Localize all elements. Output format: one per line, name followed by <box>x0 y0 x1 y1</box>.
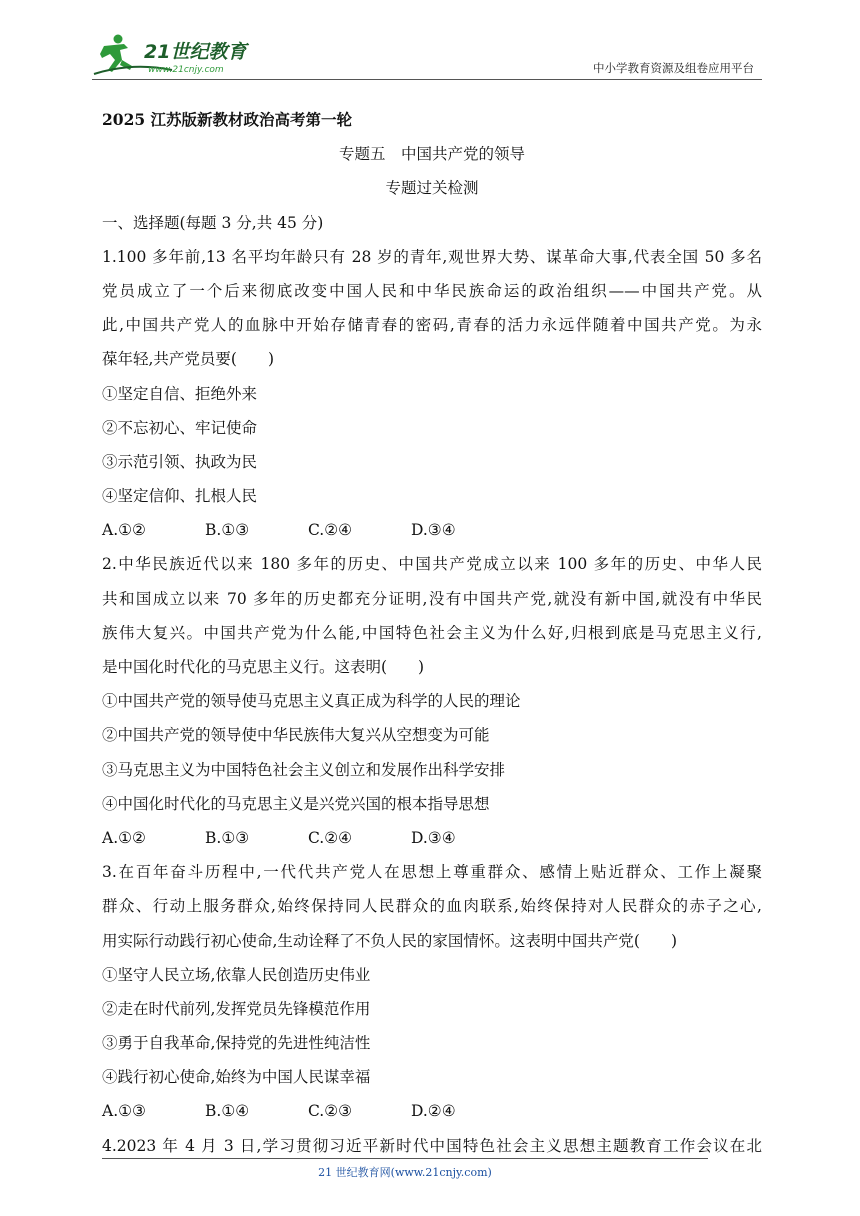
question-1 <box>102 240 762 548</box>
option-a: A.①② <box>102 828 146 847</box>
statement-item: ③马克思主义为中国特色社会主义创立和发展作出科学安排 <box>102 760 506 779</box>
section-heading: 一、选择题(每题 3 分,共 45 分) <box>102 213 324 232</box>
question-text-line: 2.中华民族近代以来 180 多年的历史、中国共产党成立以来 100 多年的历史、中华人民 <box>102 555 762 574</box>
question-text-line: 用实际行动践行初心使命,生动诠释了不负人民的家国情怀。这表明中国共产党( ) <box>102 931 678 950</box>
question-text-line: 共和国成立以来 70 多年的历史都充分证明,没有中国共产党,就没有新中国,就没有中华民 <box>102 589 762 608</box>
option-a: A.①③ <box>102 1102 146 1121</box>
option-d: D.③④ <box>411 828 456 847</box>
question-text-line: 1.100 多年前,13 名平均年龄只有 28 岁的青年,观世界大势、谋革命大事,代表全国 50 多名 <box>102 247 762 266</box>
statement-item: ④中国化时代化的马克思主义是兴党兴国的根本指导思想 <box>102 794 490 813</box>
answer-options <box>102 1094 762 1128</box>
question-2 <box>102 547 762 855</box>
question-3 <box>102 855 762 1129</box>
answer-options <box>102 513 762 547</box>
question-text-line: 党员成立了一个后来彻底改变中国人民和中华民族命运的政治组织——中国共产党。从 <box>102 281 762 300</box>
question-text-line: 是中国化时代化的马克思主义行。这表明( ) <box>102 658 425 676</box>
option-c: C.②④ <box>308 521 353 540</box>
statement-item: ②走在时代前列,发挥党员先锋模范作用 <box>102 999 371 1018</box>
doc-title: 2025 江苏版新教材政治高考第一轮 <box>102 110 353 129</box>
answer-options <box>102 821 762 855</box>
doc-subtitle2: 专题过关检测 <box>385 179 479 198</box>
statement-item: ②不忘初心、牢记使命 <box>102 418 258 437</box>
statement-item: ②中国共产党的领导使中华民族伟大复兴从空想变为可能 <box>102 726 490 745</box>
option-a: A.①② <box>102 521 146 540</box>
header-slogan: 中小学教育资源及组卷应用平台 <box>593 61 754 75</box>
page-header <box>92 30 762 80</box>
statement-item: ①中国共产党的领导使马克思主义真正成为科学的人民的理论 <box>102 692 521 711</box>
statement-item: ③勇于自我革命,保持党的先进性纯洁性 <box>102 1034 371 1053</box>
question-text-line: 3.在百年奋斗历程中,一代代共产党人在思想上尊重群众、感情上贴近群众、工作上凝聚 <box>102 863 762 882</box>
option-d: D.③④ <box>411 521 456 540</box>
option-c: C.②④ <box>308 828 353 847</box>
question-text-line: 4.2023 年 4 月 3 日,学习贯彻习近平新时代中国特色社会主义思想主题教育工作会议在北 <box>102 1136 762 1155</box>
option-b: B.①③ <box>205 828 250 847</box>
logo-text: 21世纪教育 <box>144 41 247 63</box>
statement-item: ④践行初心使命,始终为中国人民谋幸福 <box>102 1068 371 1087</box>
option-b: B.①③ <box>205 521 250 540</box>
page-footer[interactable]: 21 世纪教育网(www.21cnjy.com) <box>318 1166 492 1179</box>
question-text-line: 葆年轻,共产党员要( ) <box>102 350 275 369</box>
statement-item: ①坚守人民立场,依靠人民创造历史伟业 <box>102 965 371 984</box>
document-body <box>102 103 762 1163</box>
logo <box>92 32 262 78</box>
logo-url: www.21cnjy.com <box>148 65 224 75</box>
option-b: B.①④ <box>205 1102 250 1121</box>
question-text-line: 此,中国共产党人的血脉中开始存储青春的密码,青春的活力永远伴随着中国共产党。为永 <box>102 316 762 335</box>
question-text-line: 族伟大复兴。中国共产党为什么能,中国特色社会主义为什么好,归根到底是马克思主义行, <box>102 623 762 642</box>
option-d: D.②④ <box>411 1102 456 1121</box>
statement-item: ①坚定自信、拒绝外来 <box>102 384 258 403</box>
doc-subtitle: 专题五 中国共产党的领导 <box>338 145 525 164</box>
statement-item: ③示范引领、执政为民 <box>102 452 258 471</box>
option-c: C.②③ <box>308 1102 353 1121</box>
question-text-line: 群众、行动上服务群众,始终保持同人民群众的血肉联系,始终保持对人民群众的赤子之心, <box>102 897 762 916</box>
header-divider <box>92 79 762 80</box>
statement-item: ④坚定信仰、扎根人民 <box>102 487 258 506</box>
footer-divider <box>102 1158 708 1159</box>
